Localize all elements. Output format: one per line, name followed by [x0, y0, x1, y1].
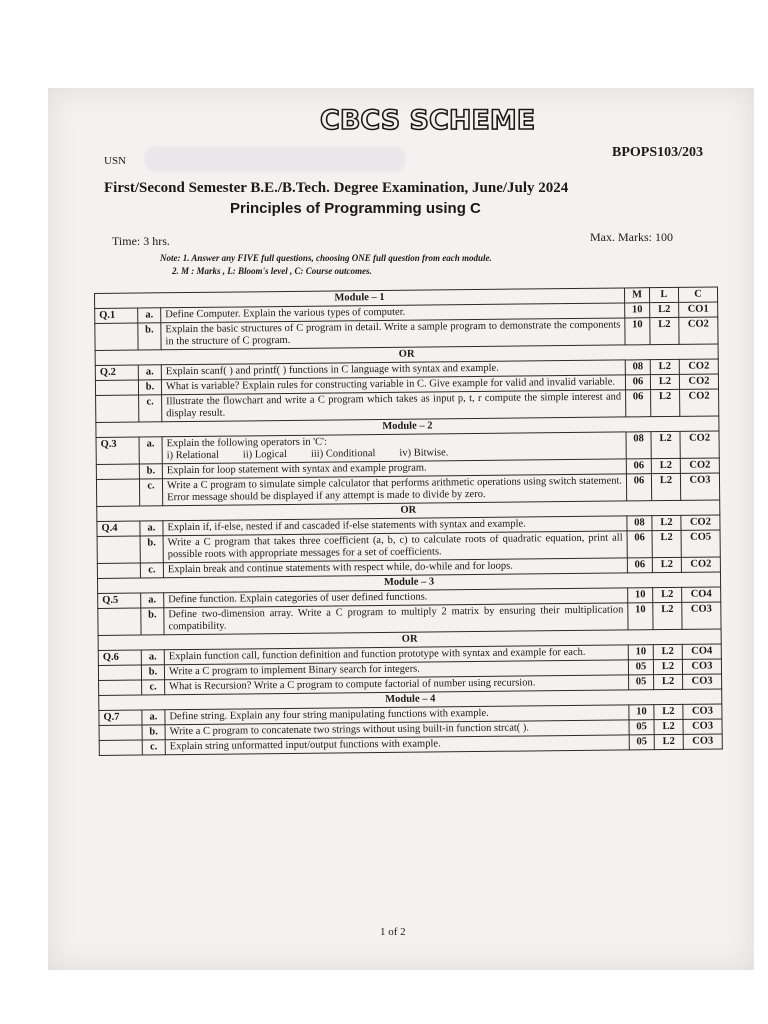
or-separator: OR — [95, 344, 718, 366]
level-cell: L2 — [650, 359, 679, 374]
note-line-2: 2. M : Marks , L: Bloom's level , C: Course outcomes. — [172, 266, 372, 276]
outcome-cell: CO3 — [683, 734, 722, 749]
col-marks: M — [624, 288, 649, 303]
marks-cell: 06 — [627, 558, 652, 573]
outcome-cell: CO2 — [679, 359, 718, 374]
question-text: Write a C program to implement Binary search for integers. — [164, 660, 628, 680]
question-text: Explain function call, function definition and function prototype with syntax and example for each. — [164, 645, 628, 665]
or-separator: OR — [97, 500, 720, 522]
question-text: Define function. Explain categories of user defined functions. — [164, 588, 628, 608]
module-3-heading: Module – 3 — [97, 572, 720, 594]
question-number: Q.1 — [95, 308, 138, 323]
subpart-label: a. — [139, 437, 162, 464]
marks-cell: 05 — [629, 675, 654, 690]
question-text: Explain if, if-else, nested if and cascaded if-else statements with syntax and example. — [163, 516, 627, 536]
marks-cell: 10 — [628, 588, 653, 603]
level-cell: L2 — [653, 587, 682, 602]
question-text: Write a C program to concatenate two strings without using built-in function strcat( ). — [165, 720, 629, 740]
outcome-cell: CO5 — [681, 530, 720, 557]
outcome-cell: CO2 — [680, 458, 719, 473]
outcome-cell: CO2 — [679, 317, 718, 344]
level-cell: L2 — [654, 719, 683, 734]
outcome-cell: CO4 — [682, 587, 721, 602]
level-cell: L2 — [650, 302, 679, 317]
subpart-label: c. — [140, 563, 163, 578]
question-text: Explain break and continue statements with respect while, do-while and for loops. — [163, 558, 627, 578]
module-4-heading: Module – 4 — [99, 689, 722, 711]
outcome-cell: CO4 — [682, 644, 721, 659]
operator-item: i) Relational — [166, 449, 219, 462]
operator-item: iv) Bitwise. — [399, 447, 449, 459]
outcome-cell: CO2 — [680, 389, 719, 416]
outcome-cell: CO3 — [680, 473, 719, 500]
marks-cell: 05 — [629, 720, 654, 735]
question-text: Define Computer. Explain the various types of computer. — [161, 303, 625, 323]
question-text: Write a C program that takes three coefficient (a, b, c) to calculate roots of quadratic equation, print all possible roots with appropriate messages for a set of coefficients. — [163, 531, 627, 563]
subject-title: Principles of Programming using C — [230, 200, 481, 217]
question-text: Explain string unformatted input/output functions with example. — [165, 735, 629, 755]
subpart-label: c. — [142, 680, 165, 695]
question-table — [94, 286, 723, 756]
level-cell: L2 — [651, 389, 680, 416]
marks-cell: 05 — [629, 735, 654, 750]
subpart-label: a. — [138, 308, 161, 323]
level-cell: L2 — [653, 644, 682, 659]
exam-time: Time: 3 hrs. — [112, 234, 170, 248]
question-number: Q.6 — [98, 650, 141, 665]
max-marks: Max. Marks: 100 — [590, 230, 673, 244]
marks-cell: 10 — [628, 645, 653, 660]
subpart-label: a. — [138, 365, 161, 380]
subpart-label: a. — [141, 593, 164, 608]
level-cell: L2 — [654, 734, 683, 749]
level-cell: L2 — [653, 659, 682, 674]
marks-cell: 05 — [628, 660, 653, 675]
marks-cell: 10 — [628, 603, 653, 630]
operator-item: iii) Conditional — [310, 448, 376, 460]
level-cell: L2 — [654, 704, 683, 719]
instructions-note — [160, 252, 680, 278]
operators-intro: Explain the following operators in 'C': — [166, 436, 328, 450]
level-cell: L2 — [652, 515, 681, 530]
marks-cell: 08 — [627, 516, 652, 531]
question-text: What is variable? Explain rules for constructing variable in C. Give example for valid and invalid variable. — [161, 375, 625, 395]
paper-code: BPOPS103/203 — [612, 145, 704, 160]
or-separator: OR — [98, 629, 721, 651]
subpart-label: c. — [139, 395, 162, 422]
operator-item: ii) Logical — [242, 448, 287, 461]
marks-cell: 06 — [626, 390, 651, 417]
module-2-heading: Module – 2 — [96, 416, 719, 438]
exam-title: First/Second Semester B.E./B.Tech. Degree Examination, June/July 2024 — [104, 180, 569, 196]
level-cell: L2 — [651, 458, 680, 473]
outcome-cell: CO1 — [679, 302, 718, 317]
subpart-label: c. — [139, 479, 162, 506]
subpart-label: a. — [141, 650, 164, 665]
marks-cell: 08 — [626, 432, 651, 459]
subpart-label: b. — [142, 725, 165, 740]
question-text: Explain for loop statement with syntax and example program. — [162, 459, 626, 479]
marks-cell: 10 — [625, 303, 650, 318]
level-cell: L2 — [652, 530, 681, 557]
usn-label: USN — [104, 155, 127, 167]
outcome-cell: CO2 — [681, 557, 720, 572]
outcome-cell: CO2 — [679, 374, 718, 389]
outcome-cell: CO3 — [683, 674, 722, 689]
outcome-cell: CO3 — [682, 659, 721, 674]
subpart-label: b. — [141, 665, 164, 680]
note-line-1: Note: 1. Answer any FIVE full questions, choosing ONE full question from each module. — [160, 253, 492, 263]
level-cell: L2 — [652, 557, 681, 572]
level-cell: L2 — [650, 374, 679, 389]
question-number: Q.7 — [99, 710, 142, 725]
usn-redacted-box — [144, 146, 406, 172]
question-number: Q.3 — [96, 437, 139, 464]
subpart-label: c. — [142, 740, 165, 755]
subpart-label: a. — [142, 710, 165, 725]
module-1-heading: Module – 1 — [95, 288, 625, 309]
subpart-label: a. — [140, 521, 163, 536]
outcome-cell: CO3 — [683, 719, 722, 734]
marks-cell: 06 — [625, 375, 650, 390]
subpart-label: b. — [138, 380, 161, 395]
page-number: 1 of 2 — [380, 926, 406, 938]
scheme-logo: CBCS SCHEME — [320, 105, 536, 136]
col-outcome: C — [678, 287, 717, 302]
question-number: Q.5 — [98, 593, 141, 608]
marks-cell: 06 — [626, 474, 651, 501]
question-text: What is Recursion? Write a C program to compute factorial of number using recursion. — [165, 675, 629, 695]
question-text: Write a C program to simulate simple calculator that performs arithmetic operations using switch statement. Error message should be displayed if any attempt is made to divide by zero. — [162, 474, 626, 506]
level-cell: L2 — [651, 473, 680, 500]
question-text: Define string. Explain any four string manipulating functions with example. — [165, 705, 629, 725]
subpart-label: b. — [141, 608, 164, 635]
level-cell: L2 — [650, 317, 679, 344]
marks-cell: 10 — [629, 705, 654, 720]
question-text: Explain scanf( ) and printf( ) functions in C language with syntax and example. — [161, 360, 625, 380]
col-level: L — [649, 287, 678, 302]
question-text: Define two-dimension array. Write a C program to multiply 2 matrix by ensuring their multiplication compatibility. — [164, 603, 628, 635]
question-number: Q.2 — [95, 365, 138, 380]
marks-cell: 08 — [625, 360, 650, 375]
level-cell: L2 — [654, 674, 683, 689]
marks-cell: 06 — [626, 459, 651, 474]
outcome-cell: CO3 — [683, 704, 722, 719]
level-cell: L2 — [651, 431, 680, 458]
subpart-label: b. — [139, 464, 162, 479]
outcome-cell: CO2 — [680, 431, 719, 458]
question-number: Q.4 — [97, 521, 140, 536]
outcome-cell: CO3 — [682, 602, 721, 629]
question-text: Explain the basic structures of C program in detail. Write a sample program to demonstrate the components in the structure of C program. — [161, 318, 625, 350]
level-cell: L2 — [653, 602, 682, 629]
outcome-cell: CO2 — [681, 515, 720, 530]
subpart-label: b. — [140, 536, 163, 563]
marks-cell: 06 — [627, 531, 652, 558]
marks-cell: 10 — [625, 318, 650, 345]
subpart-label: b. — [138, 323, 161, 350]
question-text: Illustrate the flowchart and write a C program which takes as input p, t, r compute the simple interest and display result. — [162, 390, 626, 422]
